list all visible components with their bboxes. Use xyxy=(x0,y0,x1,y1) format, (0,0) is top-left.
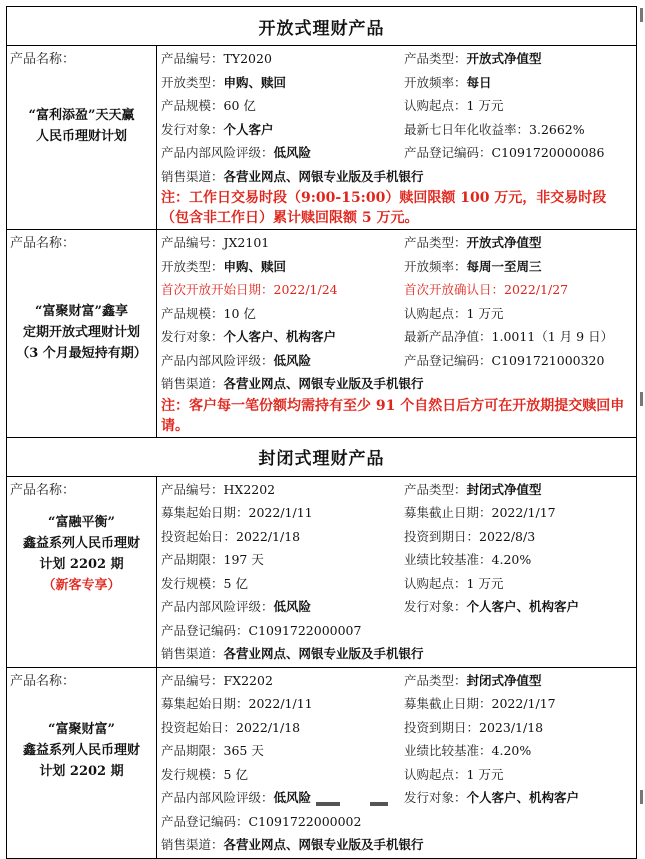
field-label: 募集截止日期： xyxy=(404,696,492,711)
field-value: 2023/1/18 xyxy=(479,719,544,735)
field-label: 开放频率： xyxy=(404,74,467,90)
detail-field xyxy=(404,478,632,502)
field-value: 开放式净值型 xyxy=(466,51,542,66)
field-label: 认购起点： xyxy=(404,98,467,113)
field-value: 个人客户、机构客户 xyxy=(466,599,580,614)
product-name-label: 产品名称： xyxy=(10,236,76,251)
product-row xyxy=(7,46,637,230)
field-value: 197 天 xyxy=(223,552,264,567)
field-label: 首次开放确认日： xyxy=(404,282,505,297)
detail-field xyxy=(404,71,632,95)
field-label: 产品内部风险评级： xyxy=(161,599,274,614)
product-name xyxy=(10,301,153,364)
detail-row xyxy=(161,349,632,373)
field-value: 2022/1/11 xyxy=(248,505,313,520)
section-title: 封闭式理财产品 xyxy=(7,437,637,476)
detail-field xyxy=(161,255,404,279)
detail-field xyxy=(161,572,404,596)
detail-field xyxy=(404,669,632,693)
field-value: 5 亿 xyxy=(223,575,248,591)
field-value: 365 天 xyxy=(223,743,264,758)
field-label: 最新产品净值： xyxy=(404,329,492,344)
detail-row xyxy=(161,739,632,763)
new-customer-tag: （新客专享） xyxy=(42,577,121,593)
field-label: 发行对象： xyxy=(161,121,224,137)
product-name-label: 产品名称： xyxy=(10,482,76,498)
detail-field xyxy=(161,548,404,572)
registration-code: 产品登记编码：C1091722000007 xyxy=(161,622,362,638)
product-name-cell xyxy=(7,230,157,438)
field-value: 低风险 xyxy=(273,352,312,368)
detail-field xyxy=(404,141,632,165)
detail-field xyxy=(161,47,404,71)
field-label: 开放频率： xyxy=(404,258,467,274)
detail-field xyxy=(161,763,404,787)
detail-field xyxy=(404,572,632,596)
detail-row xyxy=(161,255,632,279)
sales-channel: 销售渠道：各营业网点、网银专业版及手机银行 xyxy=(161,837,424,852)
field-value: 1 万元 xyxy=(466,575,504,591)
field-value: 1 万元 xyxy=(466,305,504,321)
detail-field xyxy=(404,349,632,373)
horizontal-scroll-thumb[interactable] xyxy=(370,802,388,806)
product-detail-cell xyxy=(157,476,637,667)
field-value: 3.2662% xyxy=(529,121,585,137)
field-label: 产品期限： xyxy=(161,743,224,758)
field-value: 2022/1/27 xyxy=(504,282,569,297)
detail-field xyxy=(161,478,404,502)
open-section-header xyxy=(7,7,637,46)
field-label: 产品类型： xyxy=(404,481,467,497)
detail-field xyxy=(161,692,404,716)
field-value: 2022/1/17 xyxy=(491,696,556,711)
detail-row xyxy=(161,278,632,302)
detail-row xyxy=(161,478,632,502)
detail-row xyxy=(161,501,632,525)
detail-row xyxy=(161,763,632,787)
product-name-cell xyxy=(7,667,157,858)
detail-field xyxy=(404,47,632,71)
product-name-label: 产品名称： xyxy=(10,673,76,689)
field-label: 业绩比较基准： xyxy=(404,743,492,758)
field-label: 产品期限： xyxy=(161,552,224,567)
field-value: 4.20% xyxy=(491,552,532,567)
field-label: 产品编号： xyxy=(161,51,224,66)
detail-row xyxy=(161,525,632,549)
field-label: 产品规模： xyxy=(161,98,224,113)
product-name-line: “富聚财富” xyxy=(48,721,115,737)
detail-field xyxy=(404,595,632,619)
detail-row xyxy=(161,716,632,740)
field-value: 2022/1/18 xyxy=(236,528,301,544)
field-value: 封闭式净值型 xyxy=(466,672,542,688)
field-label: 产品登记编码： xyxy=(404,352,492,368)
product-name-line: “富融平衡” xyxy=(48,514,115,530)
field-label: 最新七日年化收益率： xyxy=(404,121,530,137)
horizontal-scroll-thumb[interactable] xyxy=(316,802,340,806)
field-label: 业绩比较基准： xyxy=(404,552,492,567)
detail-row xyxy=(161,141,632,165)
detail-row xyxy=(161,118,632,142)
product-name-line: 人民币理财计划 xyxy=(35,129,127,144)
detail-field xyxy=(404,118,632,142)
detail-field xyxy=(161,118,404,142)
field-label: 发行规模： xyxy=(161,575,224,591)
detail-field xyxy=(161,501,404,525)
detail-row xyxy=(161,692,632,716)
field-label: 产品类型： xyxy=(404,235,467,250)
detail-row xyxy=(161,71,632,95)
product-row xyxy=(7,667,637,858)
field-label: 募集截止日期： xyxy=(404,505,492,520)
field-label: 产品编号： xyxy=(161,672,224,688)
field-label: 首次开放开始日期： xyxy=(161,282,274,297)
field-label: 发行对象： xyxy=(404,790,467,805)
field-value: 2022/1/17 xyxy=(491,505,556,520)
product-name-line: “富利添盈”天天赢 xyxy=(28,108,135,123)
field-label: 认购起点： xyxy=(404,766,467,782)
field-label: 开放类型： xyxy=(161,74,224,90)
scrollbar-marker[interactable] xyxy=(640,392,643,406)
field-label: 发行对象： xyxy=(161,329,224,344)
field-value: 个人客户、机构客户 xyxy=(223,329,337,344)
field-value: TY2020 xyxy=(223,51,272,66)
field-value: 1 万元 xyxy=(466,766,504,782)
field-label: 开放类型： xyxy=(161,258,224,274)
product-name-cell xyxy=(7,46,157,230)
field-label: 投资起始日： xyxy=(161,528,237,544)
detail-field xyxy=(404,501,632,525)
detail-field xyxy=(404,716,632,740)
detail-field xyxy=(404,739,632,763)
detail-field xyxy=(404,302,632,326)
field-label: 发行对象： xyxy=(404,599,467,614)
product-row xyxy=(7,230,637,438)
detail-field xyxy=(404,548,632,572)
field-label: 发行规模： xyxy=(161,766,224,782)
document-page xyxy=(6,6,637,859)
field-value: FX2202 xyxy=(223,672,273,688)
detail-field xyxy=(161,739,404,763)
field-value: 2022/1/11 xyxy=(248,696,313,711)
field-value: 低风险 xyxy=(273,599,312,614)
detail-field xyxy=(161,278,404,302)
detail-field xyxy=(161,71,404,95)
detail-row xyxy=(161,302,632,326)
field-value: 低风险 xyxy=(273,145,312,160)
product-name-line: 鑫益系列人民币理财 xyxy=(22,742,140,758)
detail-field xyxy=(404,325,632,349)
detail-field xyxy=(161,302,404,326)
product-detail-cell xyxy=(157,230,637,438)
field-label: 产品编号： xyxy=(161,481,224,497)
scrollbar-marker[interactable] xyxy=(640,8,643,22)
field-value: 开放式净值型 xyxy=(466,235,542,250)
field-label: 募集起始日期： xyxy=(161,696,249,711)
detail-field xyxy=(161,141,404,165)
field-label: 募集起始日期： xyxy=(161,505,249,520)
field-value: JX2101 xyxy=(223,235,270,250)
field-value: 2022/8/3 xyxy=(479,528,536,544)
detail-row xyxy=(161,231,632,255)
detail-row xyxy=(161,572,632,596)
detail-field xyxy=(404,525,632,549)
detail-field xyxy=(404,692,632,716)
sales-channel: 销售渠道：各营业网点、网银专业版及手机银行 xyxy=(161,646,424,661)
field-value: C1091720000086 xyxy=(491,145,605,160)
detail-field xyxy=(404,763,632,787)
product-name-line: 计划 2202 期 xyxy=(39,763,124,779)
sales-channel: 销售渠道：各营业网点、网银专业版及手机银行 xyxy=(161,168,424,184)
product-name xyxy=(10,105,153,147)
field-label: 产品类型： xyxy=(404,51,467,66)
field-label: 产品类型： xyxy=(404,672,467,688)
field-value: 1.0011（1 月 9 日） xyxy=(491,329,614,344)
field-value: 低风险 xyxy=(273,790,312,805)
field-label: 产品编号： xyxy=(161,235,224,250)
product-name-label: 产品名称： xyxy=(10,52,76,67)
detail-row xyxy=(161,595,632,619)
field-value: 申购、赎回 xyxy=(223,258,287,274)
product-name-line: “富聚财富”鑫享 xyxy=(35,304,128,319)
closed-section-header xyxy=(7,437,637,476)
field-value: 每日 xyxy=(466,74,492,90)
field-value: 申购、赎回 xyxy=(223,74,287,90)
detail-row xyxy=(161,94,632,118)
detail-field xyxy=(404,278,632,302)
detail-field xyxy=(161,325,404,349)
detail-field xyxy=(161,716,404,740)
detail-field xyxy=(161,595,404,619)
detail-field xyxy=(161,349,404,373)
detail-row xyxy=(161,325,632,349)
detail-field xyxy=(404,255,632,279)
field-value: 10 亿 xyxy=(223,305,256,321)
field-label: 认购起点： xyxy=(404,305,467,321)
field-value: C1091721000320 xyxy=(491,352,605,368)
field-value: 1 万元 xyxy=(466,98,504,113)
product-name-line: 鑫益系列人民币理财 xyxy=(22,535,140,551)
detail-row xyxy=(161,669,632,693)
field-value: 2022/1/24 xyxy=(273,282,338,297)
field-value: 个人客户、机构客户 xyxy=(466,790,580,805)
field-label: 投资到期日： xyxy=(404,528,480,544)
product-name xyxy=(10,512,153,575)
detail-row xyxy=(161,47,632,71)
field-value: 2022/1/18 xyxy=(236,719,301,735)
detail-field xyxy=(161,669,404,693)
detail-field xyxy=(404,231,632,255)
detail-field xyxy=(161,231,404,255)
field-value: 每周一至周三 xyxy=(466,258,542,274)
field-value: 个人客户 xyxy=(223,121,274,137)
detail-field xyxy=(404,94,632,118)
field-value: 封闭式净值型 xyxy=(466,481,542,497)
sales-channel: 销售渠道：各营业网点、网银专业版及手机银行 xyxy=(161,376,424,391)
field-label: 产品内部风险评级： xyxy=(161,145,274,160)
field-value: 60 亿 xyxy=(223,98,256,113)
product-row xyxy=(7,476,637,667)
field-value: HX2202 xyxy=(223,481,276,497)
field-value: 4.20% xyxy=(491,743,532,758)
detail-row xyxy=(161,548,632,572)
scrollbar-marker[interactable] xyxy=(640,790,643,804)
product-name-cell xyxy=(7,476,157,667)
field-value: 5 亿 xyxy=(223,766,248,782)
detail-field xyxy=(161,94,404,118)
product-detail-cell xyxy=(157,667,637,858)
field-label: 产品内部风险评级： xyxy=(161,790,274,805)
field-label: 产品登记编码： xyxy=(404,145,492,160)
product-name-line: （3 个月最短持有期） xyxy=(16,346,147,361)
detail-field xyxy=(161,525,404,549)
product-table xyxy=(6,6,637,859)
field-label: 投资起始日： xyxy=(161,719,237,735)
product-name xyxy=(10,719,153,782)
field-label: 产品内部风险评级： xyxy=(161,352,274,368)
section-title: 开放式理财产品 xyxy=(7,7,637,46)
field-label: 投资到期日： xyxy=(404,719,480,735)
product-name-line: 计划 2202 期 xyxy=(39,556,124,572)
product-detail-cell xyxy=(157,46,637,230)
field-label: 产品规模： xyxy=(161,305,224,321)
registration-code: 产品登记编码：C1091722000002 xyxy=(161,813,362,829)
product-note: 注：客户每一笔份额均需持有至少 91 个自然日后方可在开放期提交赎回申请。 xyxy=(161,397,625,434)
product-name-line: 定期开放式理财计划 xyxy=(22,325,140,340)
product-note: 注：工作日交易时段（9:00-15:00）赎回限额 100 万元，非交易时段（包含非工作日）累计赎回限额 5 万元。 xyxy=(161,190,607,226)
field-label: 认购起点： xyxy=(404,575,467,591)
